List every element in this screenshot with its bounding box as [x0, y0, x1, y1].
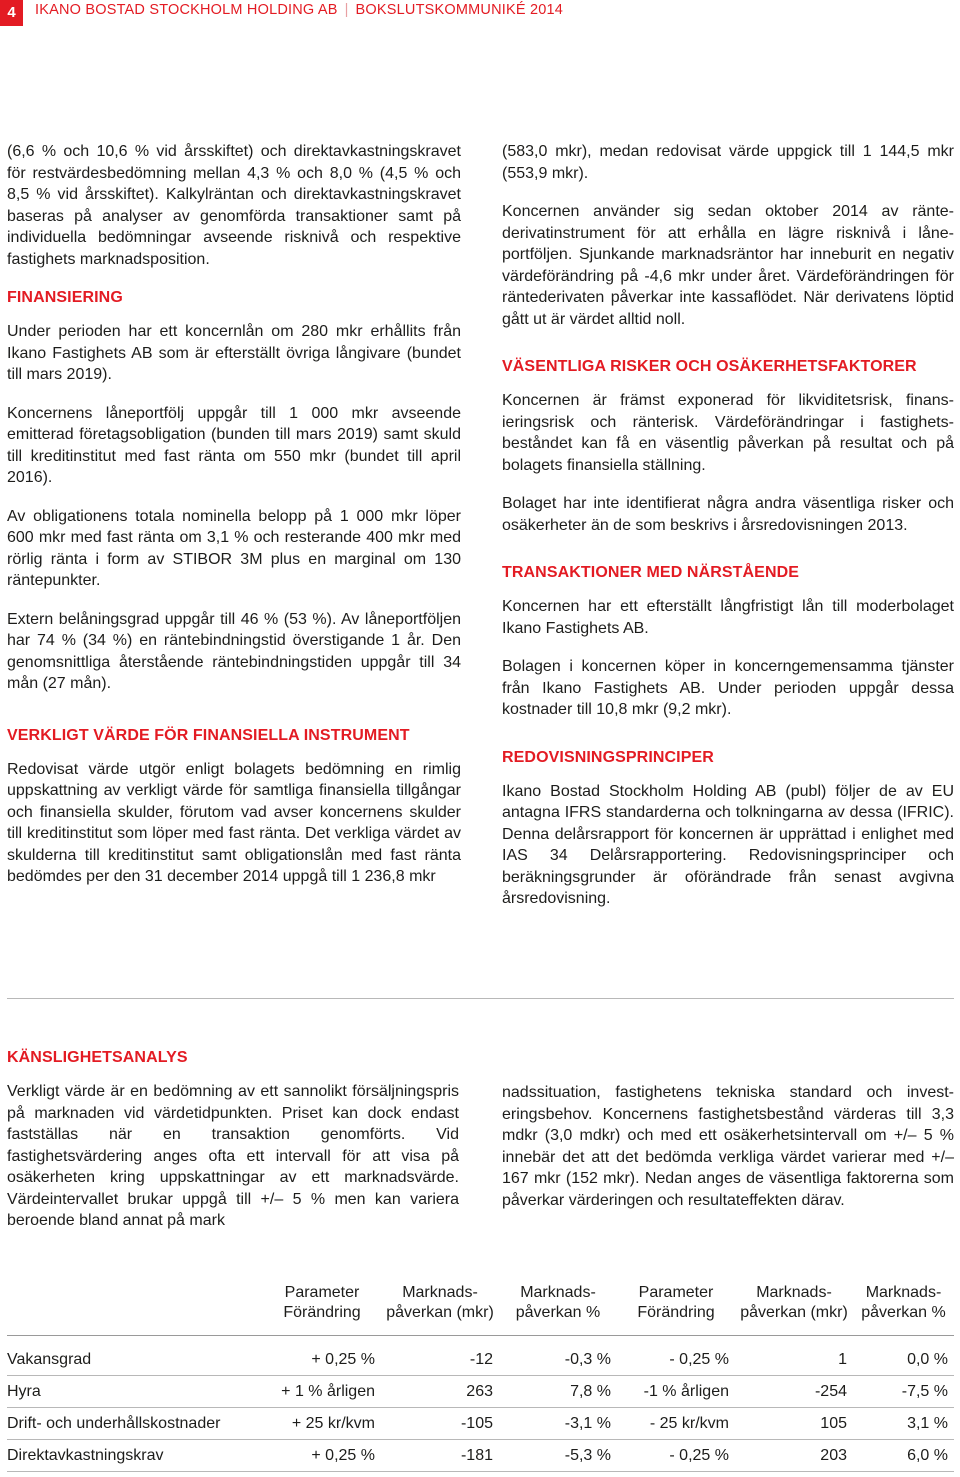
table-cell: -5,3 % — [499, 1440, 617, 1472]
transaktioner-paragraph-2: Bolagen i koncernen köper in koncerngemensamma tjänster från Ikano Fastighets AB. Under perioden uppgår dessa kostnader till 10,8 mkr (9,2 mkr). — [502, 658, 954, 718]
table-header-cell: Marknads- påverkan % — [853, 1283, 954, 1336]
table-cell: + 0,25 % — [263, 1336, 381, 1376]
table-cell: -0,3 % — [499, 1336, 617, 1376]
report-name: BOKSLUTSKOMMUNIKÉ 2014 — [355, 2, 564, 18]
table-cell: -105 — [381, 1408, 499, 1440]
table-cell: - 25 kr/kvm — [617, 1408, 735, 1440]
table-cell: + 0,25 % — [263, 1440, 381, 1472]
page-header — [0, 0, 960, 26]
table-row — [7, 1336, 954, 1376]
table-row — [7, 1376, 954, 1408]
table-cell: -3,1 % — [499, 1408, 617, 1440]
table-row — [7, 1440, 954, 1472]
table-cell: 203 — [735, 1440, 853, 1472]
derivat-paragraph: Koncernen använder sig sedan oktober 2014 av räntederivatinstrument för att erhålla en lägre risknivå i låneportföljen. Sjunkande marknadsräntor har inneburit en negativ värdeförändring på -4,6 mkr under året. Värdeförändringen för räntederivaten påverkar inte kassaflödet. När derivatens löptid gått ut är värdet alltid noll. — [502, 203, 954, 328]
table-cell: 3,1 % — [853, 1408, 954, 1440]
risker-paragraph-2: Bolaget har inte identifierat några andra väsentliga risker och osäkerheter än de som beskrivs i årsredovisningen 2013. — [502, 495, 954, 534]
table-row — [7, 1408, 954, 1440]
row-label: Drift- och underhållskostnader — [7, 1408, 263, 1440]
sensitivity-paragraph-left: Verkligt värde är en bedömning av ett sannolikt försäljningspris på marknaden vid värdetidpunkten. Priset kan dock endast fastställas när en transaktion genomförts. Vid fastighetsvärdering anges ofta ett intervall för att visa på osäkerheten kring uppskattningar av ett marknadsvärde. Värdeintervallet brukar uppgå till +/– 5 % men kan variera beroende bland annat på mark — [7, 1083, 459, 1229]
right-column — [502, 141, 954, 927]
table-header-cell: Parameter Förändring — [263, 1283, 381, 1336]
table-cell: 263 — [381, 1376, 499, 1408]
table-cell: 1 — [735, 1336, 853, 1376]
table-cell: 0,0 % — [853, 1336, 954, 1376]
transaktioner-heading: TRANSAKTIONER MED NÄRSTÅENDE — [502, 564, 800, 581]
table-cell: -1 % årligen — [617, 1376, 735, 1408]
table-header-cell: Parameter Förändring — [617, 1283, 735, 1336]
continued-paragraph: (583,0 mkr), medan redovisat värde uppgick till 1 144,5 mkr (553,9 mkr). — [502, 143, 954, 182]
table-header-row — [7, 1283, 954, 1336]
row-label: Vakansgrad — [7, 1336, 263, 1376]
verkligt-varde-paragraph: Redovisat värde utgör enligt bolagets bedömning en rimlig uppskattning av verkligt värde för samtliga finansiella tillgångar och finansiella skulder, förutom vad avser koncernens skulder till kreditinstitut som löper med fast ränta. Det verkliga värdet av skulderna till kreditinstitut samt obligationslån med fast ränta bedömdes per den 31 december 2014 uppgå till 1 236,8 mkr — [7, 760, 461, 885]
redovisning-paragraph: Ikano Bostad Stockholm Holding AB (publ) följer de av EU antagna IFRS standarderna och tolkningarna av dessa (IFRIC). Denna delårsrapport för koncernen är upprättad i enlighet med IAS 34 Delårsrapportering. Redovisningsprinciper och beräkningsgrunder är oförändrade från senast avgivna årsredovisning. — [502, 782, 954, 907]
table-cell: - 0,25 % — [617, 1440, 735, 1472]
table-header-cell: Marknads- påverkan (mkr) — [381, 1283, 499, 1336]
finansiering-paragraph-4: Extern belåningsgrad uppgår till 46 % (53 %). Av låneportföljen har 74 % (34 %) en räntebindningstid överstigande 1 år. Den genomsnittliga återstående räntebindningstiden uppgår till 34 mån (27 mån). — [7, 610, 461, 692]
page-number: 4 — [0, 0, 23, 26]
table-cell: 7,8 % — [499, 1376, 617, 1408]
running-head: IKANO BOSTAD STOCKHOLM HOLDING AB | BOKSLUTSKOMMUNIKÉ 2014 — [35, 2, 564, 18]
row-label: Direktavkastningskrav — [7, 1440, 263, 1472]
risker-paragraph-1: Koncernen är främst exponerad för likviditetsrisk, finansieringsrisk och ränterisk. Värdeförändringar i fastighetsbeståndet kan få en väsentlig påverkan på resultat och på bolagets finansiella ställning. — [502, 392, 954, 474]
table-cell: - 0,25 % — [617, 1336, 735, 1376]
sensitivity-right — [502, 1082, 954, 1228]
company-name: IKANO BOSTAD STOCKHOLM HOLDING AB — [35, 2, 338, 18]
finansiering-heading: FINANSIERING — [7, 289, 123, 306]
finansiering-paragraph-2: Koncernens låneportfölj uppgår till 1 000 mkr avseende emitterad företagsobligation (bunden till mars 2019) samt skuld till kreditinstitut med fast ränta om 550 mkr (bundet till april 2016). — [7, 404, 461, 486]
sensitivity-table — [7, 1283, 954, 1472]
redovisning-heading: REDOVISNINGSPRINCIPER — [502, 748, 714, 766]
table-header-cell — [7, 1283, 263, 1336]
table-cell: + 1 % årligen — [263, 1376, 381, 1408]
sensitivity-left — [7, 1045, 459, 1249]
table-cell: 6,0 % — [853, 1440, 954, 1472]
risker-heading: VÄSENTLIGA RISKER OCH OSÄKERHETSFAKTORER — [502, 358, 917, 375]
verkligt-varde-heading: VERKLIGT VÄRDE FÖR FINANSIELLA INSTRUMENT — [7, 726, 410, 744]
table-cell: -181 — [381, 1440, 499, 1472]
table-header-cell: Marknads- påverkan (mkr) — [735, 1283, 853, 1336]
intro-paragraph: (6,6 % och 10,6 % vid årsskiftet) och direktavkastningskravet för restvärdesbedömning mellan 4,3 % och 8,0 % (4,5 % och 8,5 % vid årsskiftet). Kalkylräntan och direktavkastningskravet baseras på analyser av genomförda transaktioner samt på individuella bedömningar avseende risknivå och respektive fastighets marknadsposition. — [7, 143, 461, 268]
section-divider — [7, 998, 954, 999]
table-cell: + 25 kr/kvm — [263, 1408, 381, 1440]
left-column — [7, 141, 461, 905]
sensitivity-paragraph-right: nadssituation, fastighetens tekniska standard och investeringsbehov. Koncernens fastighetsbestånd värderas till 3,3 mdkr (3,0 mdkr) och med ett osäkerhetsintervall om +/– 5 % innebär det att det bedömda verkliga värdet varierar med +/– 167 mkr (152 mkr). Nedan anges de väsentliga faktorerna som påverkar värderingen och resultateffekten därav. — [502, 1084, 954, 1209]
table-cell: -7,5 % — [853, 1376, 954, 1408]
transaktioner-paragraph-1: Koncernen har ett efterställt långfristigt lån till moderbolaget Ikano Fastighets AB. — [502, 598, 954, 637]
table-cell: -12 — [381, 1336, 499, 1376]
sensitivity-heading: KÄNSLIGHETSANALYS — [7, 1049, 188, 1066]
table-cell: 105 — [735, 1408, 853, 1440]
row-label: Hyra — [7, 1376, 263, 1408]
table-header-cell: Marknads- påverkan % — [499, 1283, 617, 1336]
finansiering-paragraph-1: Under perioden har ett koncernlån om 280 mkr erhållits från Ikano Fastighets AB som är efterställt övriga långivare (bundet till mars 2019). — [7, 323, 461, 383]
finansiering-paragraph-3: Av obligationens totala nominella belopp på 1 000 mkr löper 600 mkr med fast ränta om 3,1 % och resterande 400 mkr med rörlig ränta i form av STIBOR 3M plus en marginal om 130 räntepunkter. — [7, 507, 461, 589]
table-cell: -254 — [735, 1376, 853, 1408]
